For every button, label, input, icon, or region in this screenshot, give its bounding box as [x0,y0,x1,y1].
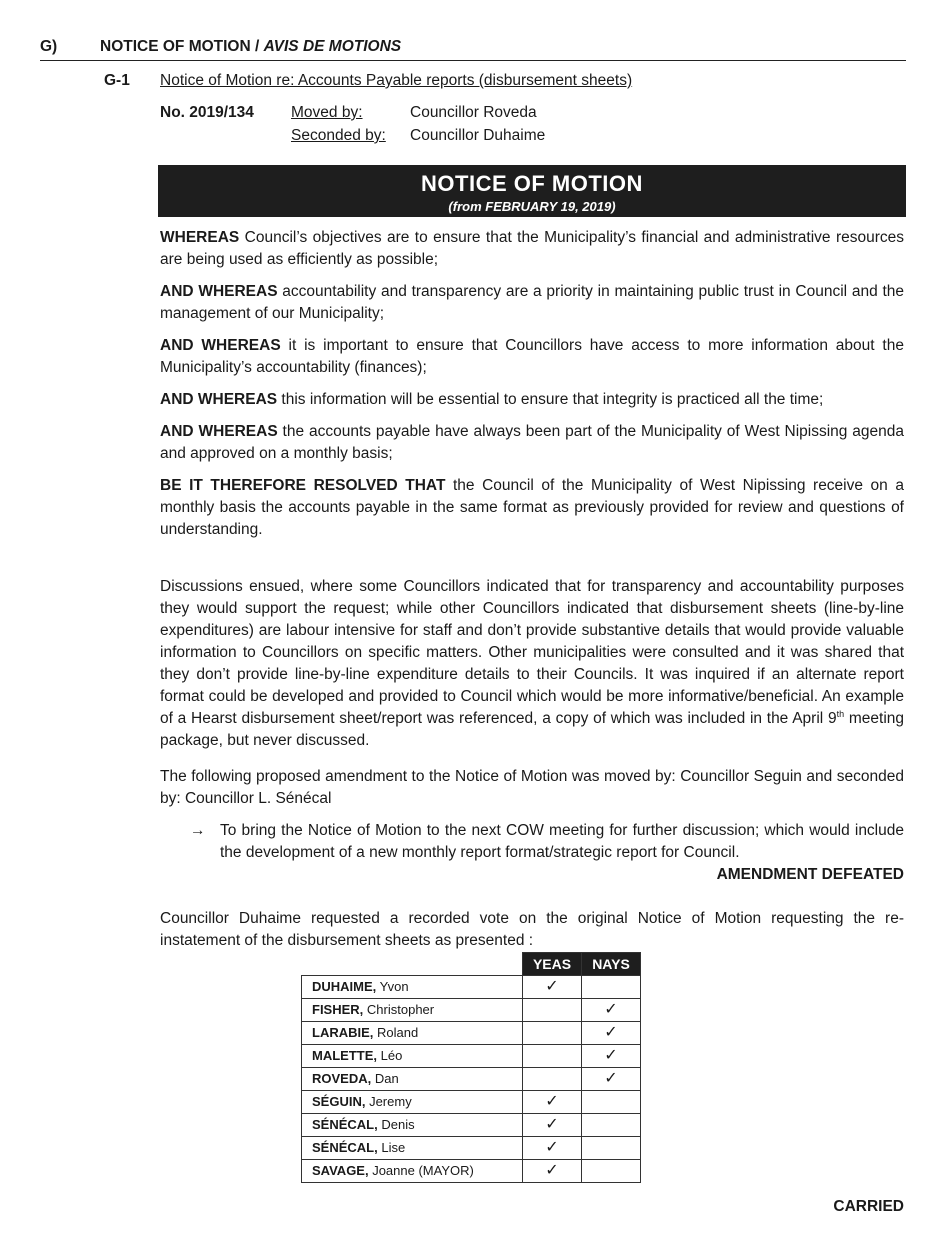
item-title: Notice of Motion re: Accounts Payable reports (disbursement sheets) [160,72,633,89]
seconded-by-label: Seconded by: [291,127,386,144]
moved-by-label: Moved by: [291,104,363,121]
moved-by-value: Councillor Roveda [410,104,537,121]
amendment-result: AMENDMENT DEFEATED [716,866,904,883]
banner-subtitle: (from FEBRUARY 19, 2019) [448,199,616,214]
table-row [302,976,641,999]
table-row [302,1091,641,1114]
nay-check-icon: ✓ [582,1045,641,1068]
councillor-name: SAVAGE, Joanne (MAYOR) [302,1160,523,1183]
seconded-by-value: Councillor Duhaime [410,127,546,144]
nay-check-icon [582,976,641,999]
councillor-name: SÉGUIN, Jeremy [302,1091,523,1114]
yea-check-icon: ✓ [523,1160,582,1183]
header-blank-cell [302,953,523,976]
item-code: G-1 [104,72,130,89]
clause-lead: WHEREAS [160,229,240,246]
nay-check-icon [582,1114,641,1137]
nay-check-icon [582,1091,641,1114]
motion-number: No. 2019/134 [160,104,254,121]
arrow-right-icon: → [190,822,206,839]
table-row [302,1068,641,1091]
clause-paragraph [160,227,904,271]
clause-paragraph [160,421,904,465]
clause-lead: AND WHEREAS [160,337,281,354]
clause-text: the Council of the Municipality of West Nipissing receive on a monthly basis the accounts payable in the same format as previously provided for review and questions of understanding. [160,477,904,538]
table-row [302,1137,641,1160]
yea-check-icon: ✓ [523,976,582,999]
table-row [302,1114,641,1137]
nay-check-icon [582,1137,641,1160]
notice-banner [158,165,906,217]
vote-header-row [302,953,641,976]
section-title: NOTICE OF MOTION / AVIS DE MOTIONS [100,38,402,55]
clause-lead: BE IT THEREFORE RESOLVED THAT [160,477,446,494]
clause-paragraph [160,389,904,411]
nays-header: NAYS [582,953,641,976]
yea-check-icon [523,1022,582,1045]
councillor-name: MALETTE, Léo [302,1045,523,1068]
clause-text: it is important to ensure that Councillors have access to more information about the Municipality’s accountability (finances); [160,337,904,376]
amendment-text: To bring the Notice of Motion to the next COW meeting for further discussion; which would include the development of a new monthly report format/strategic report for Council. [220,822,904,861]
table-row [302,1045,641,1068]
councillor-name: ROVEDA, Dan [302,1068,523,1091]
clause-text: Council’s objectives are to ensure that the Municipality’s financial and administrative resources are being used as efficiently as possible; [160,229,904,268]
councillor-name: LARABIE, Roland [302,1022,523,1045]
table-row [302,1022,641,1045]
councillor-name: SÉNÉCAL, Denis [302,1114,523,1137]
discussion-paragraph: Discussions ensued, where some Councillors indicated that for transparency and accountability purposes they would support the request; while other Councillors indicated that disbursement sheets (line-by-line expenditures) are labour intensive for staff and don’t provide substantive details that would provide valuable information to Councillors on specific matters. Other municipalities were consulted and it was shared that they don’t provide line-by-line expenditure details to their Councils. It was inquired if an alternate report format could be developed and provided to Council which would be more informative/beneficial. An example of a Hearst disbursement sheet/report was referenced, a copy of which was included in the April 9th meeting package, but never discussed. [160,578,905,749]
recorded-vote-table [301,952,641,1183]
nay-check-icon: ✓ [582,1068,641,1091]
councillor-name: DUHAIME, Yvon [302,976,523,999]
yea-check-icon: ✓ [523,1091,582,1114]
clause-text: accountability and transparency are a priority in maintaining public trust in Council and the management of our Municipality; [160,283,904,322]
clause-lead: AND WHEREAS [160,423,278,440]
clause-lead: AND WHEREAS [160,283,278,300]
yea-check-icon [523,1068,582,1091]
ordinal-suffix: th [836,708,845,719]
councillor-name: FISHER, Christopher [302,999,523,1022]
banner-title: NOTICE OF MOTION [421,171,643,196]
clause-paragraph [160,475,904,541]
motion-result: CARRIED [833,1198,904,1215]
yea-check-icon: ✓ [523,1137,582,1160]
clause-text: this information will be essential to ensure that integrity is practiced all the time; [277,391,824,408]
nay-check-icon: ✓ [582,999,641,1022]
nay-check-icon [582,1160,641,1183]
clause-lead: AND WHEREAS [160,391,278,408]
amendment-intro: The following proposed amendment to the Notice of Motion was moved by: Councillor Seguin and seconded by: Councillor L. Sénécal [160,768,904,807]
table-row [302,1160,641,1183]
nay-check-icon: ✓ [582,1022,641,1045]
yea-check-icon [523,1045,582,1068]
yeas-header: YEAS [523,953,582,976]
clause-text: the accounts payable have always been part of the Municipality of West Nipissing agenda and approved on a monthly basis; [160,423,904,462]
table-row [302,999,641,1022]
clause-paragraph [160,335,904,379]
councillor-name: SÉNÉCAL, Lise [302,1137,523,1160]
clause-paragraph [160,281,904,325]
section-header [40,36,906,61]
section-title-french: AVIS DE MOTIONS [263,38,402,55]
yea-check-icon: ✓ [523,1114,582,1137]
yea-check-icon [523,999,582,1022]
recorded-vote-intro: Councillor Duhaime requested a recorded vote on the original Notice of Motion requesting the re-instatement of the disbursement sheets as presented : [160,910,904,949]
section-code: G) [40,38,58,55]
